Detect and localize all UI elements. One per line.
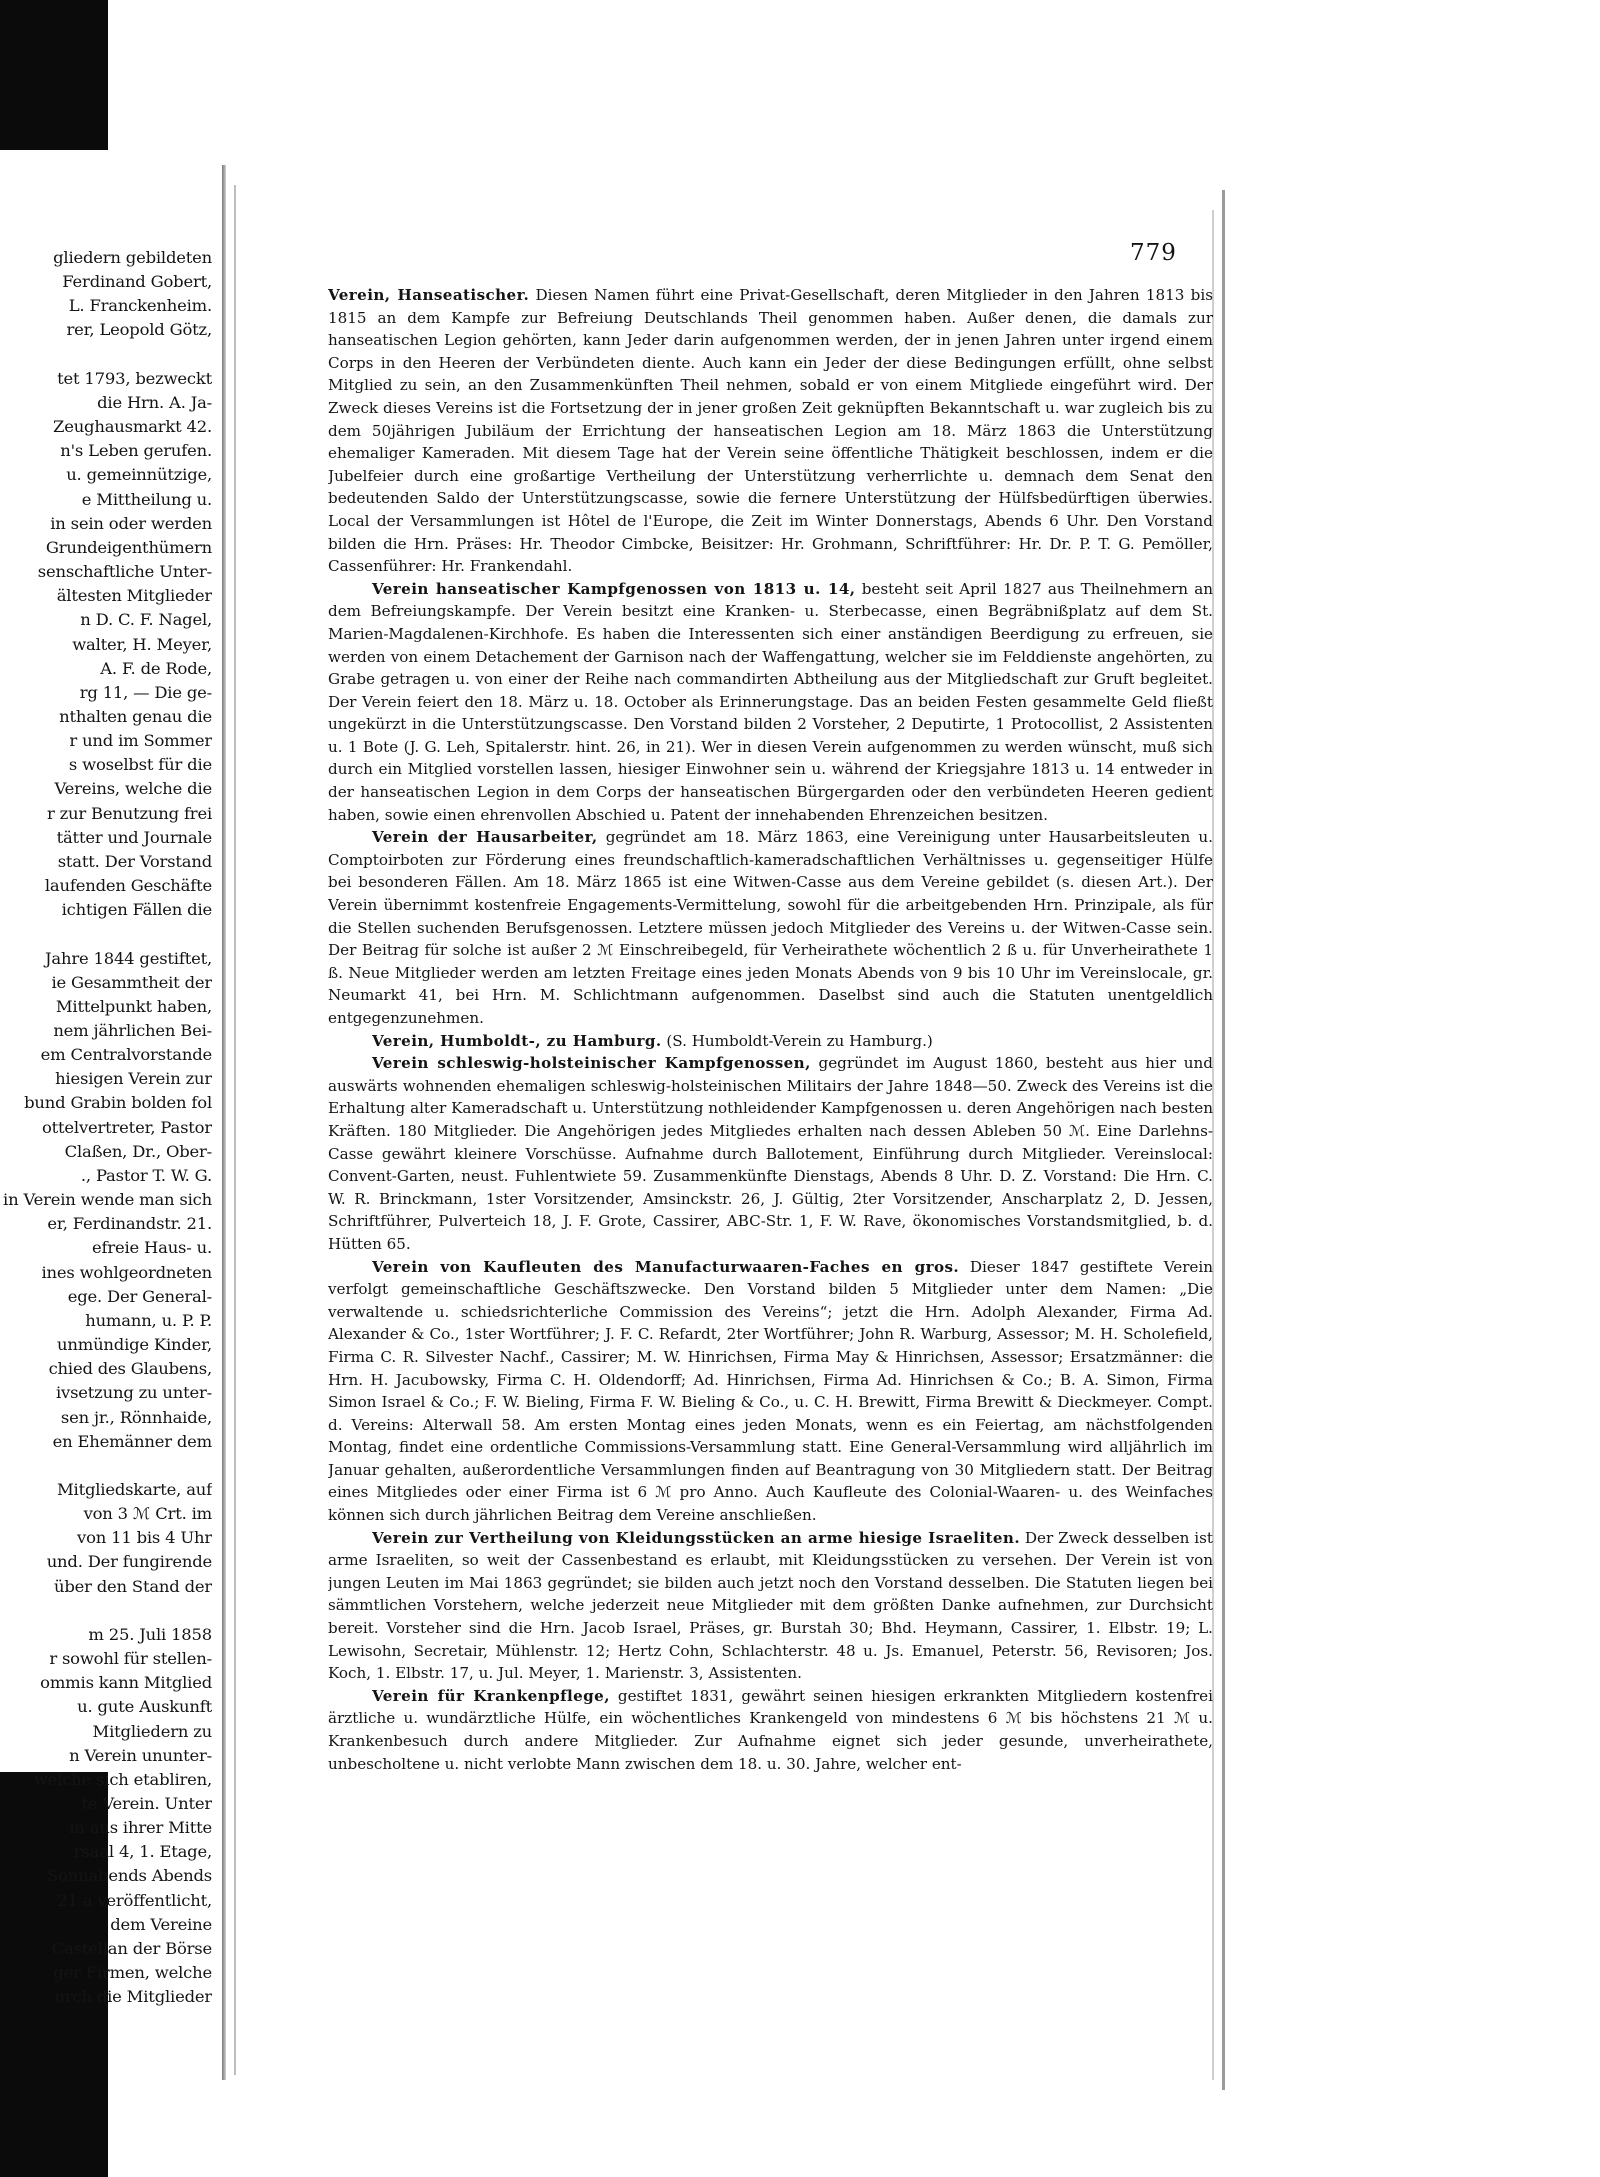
fragment-line: er, Ferdinandstr. 21.	[47, 1214, 212, 1234]
fragment-line: nthalten genau die	[59, 707, 212, 726]
entry	[328, 1256, 1213, 1527]
fragment-line: te Verein. Unter	[81, 1794, 212, 1813]
fragment-line: chied des Glaubens,	[48, 1359, 212, 1379]
fragment-line: ger Firmen, welche	[53, 1963, 212, 1983]
entry-text: besteht seit April 1827 aus Theilnehmern an dem Befreiungskampfe. Der Verein besitzt eine Kranken- u. Sterbecasse, einen Begräbnißplatz auf dem St. Marien-Magdalenen-Kirchhofe. Es haben die Interessenten sich einer anständigen Beerdigung zu erfreuen, sie werden von einem Detachement der Garnison nach der Waffengattung, welcher sie im Felddienste angehörten, zu Grabe getragen u. von einer der Reihe nach commandirten Abtheilung aus der Mitgliedschaft zur Gruft begleitet. Der Verein feiert den 18. März u. 18. October als Erinnerungstage. Das an beiden Festen gesammelte Geld fließt ungekürzt in die Unterstützungscasse. Den Vorstand bilden 2 Vorsteher, 2 Deputirte, 1 Protocollist, 2 Assistenten u. 1 Bote (J. G. Leh, Spitalerstr. hint. 26, in 21). Wer in diesen Verein aufgenommen zu werden wünscht, muß sich durch ein Mitglied vorstellen lassen, hiesiger Einwohner sein u. während der Kriegsjahre 1813 u. 14 entweder in der hanseatischen Legion in dem Corps der hanseatischen Bürgergarden oder den verbündeten Heeren gedient haben, sowie einen ehrenvollen Abschied u. Patent der innehabenden Ehrenzeichen besitzen.	[328, 579, 1213, 824]
fragment-line: Mitgliedskarte, auf	[56, 1480, 212, 1499]
fragment-line: in sein oder werden	[50, 513, 212, 533]
fragment-line: L. Franckenheim.	[68, 296, 212, 316]
entry-title: Verein, Hanseatischer.	[328, 286, 530, 304]
fragment-line: en Ehemänner dem	[52, 1431, 212, 1451]
fragment-line: s woselbst für die	[68, 755, 212, 775]
fragment-line: tet 1793, bezweckt	[57, 368, 212, 388]
entry-title: Verein für Krankenpflege,	[372, 1686, 610, 1705]
fragment-line: ie Gesammtheit der	[51, 972, 212, 992]
fragment-line: r zur Benutzung frei	[46, 803, 212, 823]
fragment-line: Claßen, Dr., Ober-	[64, 1141, 212, 1161]
fragment-line: Castellan der Börse	[51, 1939, 212, 1958]
page-number: 779	[1130, 240, 1177, 266]
entry	[328, 826, 1213, 1029]
fragment-line: bund Grabin bolden fol	[24, 1093, 212, 1113]
fragment-line	[0, 343, 212, 367]
entry-text: Der Zweck desselben ist arme Israeliten, so weit der Cassenbestand es erlaubt, mit Kleidungsstücken zu versehen. Der Verein ist von jungen Leuten im Mai 1863 gegründet; sie bilden auch jetzt noch den Vorstand desselben. Die Statuten liegen bei sämmtlichen Vorstehern, welche jederzeit neue Mitglieder mit dem größten Danke aufnehmen, zur Durchsicht bereit. Vorsteher sind die Hrn. Jacob Israel, Präses, gr. Burstah 30; Bhd. Heymann, Cassirer, 1. Elbstr. 19; L. Lewisohn, Secretair, Mühlenstr. 12; Hertz Cohn, Schlachterstr. 48 u. Js. Emanuel, Peterstr. 56, Revisoren; Jos. Koch, 1. Elbstr. 17, u. Jul. Meyer, 1. Marienstr. 3, Assistenten.	[328, 1528, 1213, 1683]
fragment-line: Vereins, welche die	[54, 779, 212, 799]
fragment-line: gliedern gebildeten	[53, 248, 212, 267]
fragment-line: hiesigen Verein zur	[55, 1069, 212, 1089]
fragment-line: e Mittheilung u.	[81, 489, 212, 509]
fragment-line: Mitgliedern zu	[92, 1721, 212, 1741]
main-text-column	[328, 284, 1213, 2004]
fragment-line: nem jährlichen Bei-	[53, 1021, 212, 1040]
entry-title: Verein der Hausarbeiter,	[372, 828, 598, 847]
entry	[328, 1527, 1213, 1685]
fragment-line: r und im Sommer	[69, 731, 212, 751]
fragment-line: ege. Der General-	[67, 1286, 212, 1306]
fragment-line: Grundeigenthümern	[45, 537, 212, 557]
page-right-edge	[1222, 190, 1225, 2090]
fragment-line: sen jr., Rönnhaide,	[60, 1407, 212, 1427]
fragment-line: in Verein wende man sich	[3, 1190, 212, 1210]
fragment-line: urch die Mitglieder	[54, 1987, 212, 2007]
entry-title: Verein zur Vertheilung von Kleidungsstücken an arme hiesige Israeliten.	[372, 1528, 1020, 1547]
fragment-line: m 25. Juli 1858	[88, 1625, 212, 1644]
fragment-line: humann, u. P. P.	[85, 1310, 212, 1330]
entry-title: Verein schleswig-holsteinischer Kampfgenossen,	[372, 1054, 811, 1073]
entry	[328, 1030, 1213, 1053]
fragment-line: n Verein ununter-	[69, 1745, 212, 1765]
fragment-line: A. F. de Rode,	[100, 658, 212, 678]
entry	[328, 1685, 1213, 1775]
fragment-line: von 11 bis 4 Uhr	[77, 1528, 212, 1548]
fragment-line: rsaal 4, 1. Etage,	[73, 1842, 212, 1862]
fragment-line: von 3 ℳ Crt. im	[83, 1504, 212, 1524]
fragment-line: ottelvertreter, Pastor	[41, 1117, 212, 1137]
entry-title: Verein, Humboldt-, zu Hamburg.	[372, 1031, 662, 1050]
entry-text: gegründet am 18. März 1863, eine Vereinigung unter Hausarbeitsleuten u. Comptoirboten zur Förderung eines freundschaftlich-kameradschaftlichen Verhältnisses u. gegenseitiger Hülfe bei besonderen Fällen. Am 18. März 1865 ist eine Witwen-Casse aus dem Vereine gebildet (s. diesen Art.). Der Verein übernimmt kostenfreie Engagements-Vermittelung, sowohl für die arbeitgebenden Hrn. Prinzipale, als für die Stellen suchenden Berufsgenossen. Letztere müssen jedoch Mitglieder des Vereins u. der Witwen-Casse sein. Der Beitrag für solche ist außer 2 ℳ Einschreibegeld, für Verheirathete wöchentlich 2 ß u. für Unverheirathete 1 ß. Neue Mitglieder werden am letzten Freitage eines jeden Monats Abends von 9 bis 10 Uhr im Vereinslocale, gr. Neumarkt 41, bei Hrn. M. Schlichtmann aufgenommen. Daselbst sind auch die Statuten unentgeldlich entgegenzunehmen.	[328, 828, 1213, 1027]
fragment-line: rg 11, — Die ge-	[79, 682, 212, 702]
fragment-line: welche sich etabliren,	[33, 1769, 212, 1789]
fragment-line: laufenden Geschäfte	[44, 876, 212, 895]
entry	[328, 1052, 1213, 1255]
fragment-line: n's Leben gerufen.	[60, 441, 212, 461]
previous-page-fragment	[0, 246, 212, 2076]
entry	[328, 578, 1213, 827]
fragment-line: ichtigen Fällen die	[61, 900, 212, 920]
entry-text: gegründet im August 1860, besteht aus hier und auswärts wohnenden ehemaligen schleswig-holsteinischen Militairs der Jahre 1848—50. Zweck des Vereins ist die Erhaltung alter Kameradschaft u. Unterstützung nothleidender Kampfgenossen u. deren Angehörigen nach besten Kräften. 180 Mitglieder. Die Angehörigen jedes Mitgliedes erhalten nach dessen Ableben 50 ℳ. Eine Darlehns-Casse gewährt kleinere Vorschüsse. Aufnahme durch Ballotement, Einführung durch Mitglieder. Vereinslocal: Convent-Garten, neust. Fuhlentwiete 59. Zusammenkünfte Dienstags, Abends 8 Uhr. D. Z. Vorstand: Die Hrn. C. W. R. Brinckmann, 1ster Vorsitzender, Amsinckstr. 26, J. Gültig, 2ter Vorsitzender, Anscharplatz 2, D. Jessen, Schriftführer, Pulverteich 18, J. F. Grote, Cassirer, ABC-Str. 1, F. W. Rave, ökonomisches Vorstandsmitglied, b. d. Hütten 65.	[328, 1054, 1213, 1253]
fragment-line: em Centralvorstande	[40, 1045, 212, 1065]
fragment-line: ommis kann Mitglied	[40, 1673, 212, 1693]
fragment-line: und. Der fungirende	[46, 1552, 212, 1572]
fragment-line: statt. Der Vorstand	[57, 852, 212, 871]
entry-title: Verein hanseatischer Kampfgenossen von 1813 u. 14,	[372, 579, 856, 598]
entry-title: Verein von Kaufleuten des Manufacturwaaren-Faches en gros.	[372, 1257, 960, 1276]
fragment-line: unmündige Kinder,	[57, 1335, 212, 1354]
entry	[328, 284, 1213, 578]
fragment-line: n D. C. F. Nagel,	[80, 610, 212, 630]
fragment-line: u. gemeinnützige,	[66, 465, 212, 485]
fragment-line: über den Stand der	[53, 1576, 212, 1596]
fragment-line: rer, Leopold Götz,	[66, 320, 212, 340]
fragment-line	[0, 1454, 212, 1478]
fragment-line: senschaftliche Unter-	[37, 562, 212, 581]
page-gutter-inner	[234, 185, 236, 2075]
page-gutter	[222, 165, 226, 2080]
fragment-line: Zeughausmarkt 42.	[53, 417, 212, 437]
fragment-line: Sonnabends Abends	[47, 1866, 212, 1886]
entry-text: (S. Humboldt-Verein zu Hamburg.)	[666, 1031, 933, 1050]
fragment-line: die Hrn. A. Ja-	[97, 393, 212, 412]
entry-text: Dieser 1847 gestiftete Verein verfolgt gemeinschaftliche Geschäftszwecke. Den Vorstand bilden 5 Mitglieder unter dem Namen: „Die verwaltende u. schiedsrichterliche Commission des Vereins“; jetzt die Hrn. Adolph Alexander, Firma Ad. Alexander & Co., 1ster Wortführer; J. F. C. Refardt, 2ter Wortführer; John R. Warburg, Assessor; M. H. Scholefield, Firma C. R. Silvester Nachf., Cassirer; M. W. Hinrichsen, Firma May & Hinrichsen, Assessor; Ersatzmänner: die Hrn. H. Jacubowsky, Firma C. H. Oldendorff; Ad. Hinrichsen, Firma Ad. Hinrichsen & Co.; B. A. Simon, Firma Simon Israel & Co.; F. W. Bieling, Firma F. W. Bieling & Co., u. C. H. Brewitt, Firma Brewitt & Dieckmeyer. Compt. d. Vereins: Alterwall 58. Am ersten Montag eines jeden Monats, wenn es ein Feiertag, am nächstfolgenden Montag, findet eine ordentliche Commissions-Versammlung statt. Eine General-Versammlung wird alljährlich im Januar gehalten, außerordentliche Versammlungen finden auf Beantragung von 30 Mitgliedern statt. Der Beitrag eines Mitgliedes oder einer Firma ist 6 ℳ pro Anno. Auch Kaufleute des Colonial-Waaren- u. des Weinfaches können sich durch jährlichen Beitrag dem Vereine anschließen.	[328, 1257, 1213, 1525]
fragment-line: Ferdinand Gobert,	[62, 272, 212, 292]
fragment-line: ivsetzung zu unter-	[55, 1383, 212, 1403]
entry-text: gestiftet 1831, gewährt seinen hiesigen erkrankten Mitgliedern kostenfrei ärztliche u. wundärztliche Hülfe, ein wöchentliches Krankengeld von mindestens 6 ℳ bis höchstens 21 ℳ u. Krankenbesuch durch andere Mitglieder. Zur Aufnahme eignet sich jeder gesunde, unverheirathete, unbescholtene u. nicht verlobte Mann zwischen dem 18. u. 30. Jahre, welcher ent-	[328, 1686, 1213, 1773]
fragment-line: walter, H. Meyer,	[72, 634, 212, 654]
entry-text: Diesen Namen führt eine Privat-Gesellschaft, deren Mitglieder in den Jahren 1813 bis 1815 an dem Kampfe zur Befreiung Deutschlands Theil genommen haben. Außer denen, die damals zur hanseatischen Legion gehörten, kann Jeder darin aufgenommen werden, der in jenen Jahren unter irgend einem Corps in den Heeren der Verbündeten diente. Auch kann ein Jeder der diese Bedingungen erfüllt, ohne selbst Mitglied zu sein, an den Zusammenkünften Theil nehmen, sobald er von einem Mitgliede eingeführt wird. Der Zweck dieses Vereins ist die Fortsetzung der in jener großen Zeit geknüpften Bekanntschaft u. war zugleich bis zu dem 50jährigen Jubiläum der Errichtung der hanseatischen Legion am 18. März 1863 die Unterstützung ehemaliger Kameraden. Mit diesem Tage hat der Verein seine öffentliche Thätigkeit beschlossen, indem er die Jubelfeier durch eine großartige Vertheilung der Unterstützung verherrlichte u. demnach dem Senat den bedeutenden Saldo der Unterstützungscasse, sowie die fernere Unterstützung der Hülfsbedürftigen überwies. Local der Versammlungen ist Hôtel de l'Europe, die Zeit im Winter Donnerstags, Abends 6 Uhr. Den Vorstand bilden die Hrn. Präses: Hr. Theodor Cimbcke, Beisitzer: Hr. Grohmann, Schriftführer: Hr. Dr. P. T. G. Pemöller, Cassenführer: Hr. Frankendahl.	[328, 286, 1213, 576]
fragment-line: Jahre 1844 gestiftet,	[45, 948, 212, 968]
fragment-line: r sowohl für stellen-	[49, 1649, 212, 1668]
fragment-line: ., Pastor T. W. G.	[80, 1166, 212, 1185]
book-edge-top	[0, 0, 108, 150]
fragment-line	[0, 922, 212, 946]
fragment-line: ines wohlgeordneten	[41, 1262, 212, 1282]
fragment-line: dem Vereine	[110, 1914, 212, 1934]
fragment-line	[0, 1599, 212, 1623]
fragment-line: 21 a veröffentlicht,	[57, 1890, 212, 1910]
fragment-line: tätter und Journale	[56, 827, 212, 847]
fragment-line: u. gute Auskunft	[77, 1697, 212, 1717]
fragment-line: ältesten Mitglieder	[56, 586, 212, 606]
fragment-line: Mittelpunkt haben,	[55, 996, 212, 1016]
fragment-line: efreie Haus- u.	[91, 1238, 212, 1258]
fragment-line: in aus ihrer Mitte	[69, 1818, 212, 1838]
